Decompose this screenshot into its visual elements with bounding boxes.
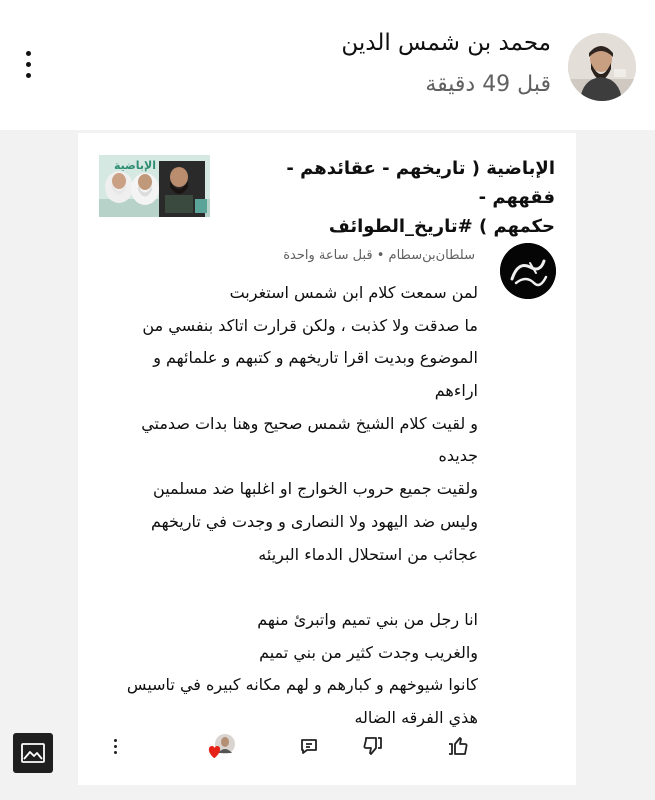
more-options-icon[interactable] bbox=[18, 44, 38, 84]
comment-line: لمن سمعت كلام ابن شمس استغربت bbox=[229, 283, 478, 302]
more-vert-icon[interactable] bbox=[100, 728, 130, 764]
thumb-down-icon[interactable] bbox=[358, 728, 388, 764]
comment-line: هذي الفرقه الضاله bbox=[354, 707, 478, 727]
comment-line: ما صدقت ولا كذبت ، ولكن قرارت اتاكد بنفسي من bbox=[142, 315, 478, 335]
video-thumbnail[interactable] bbox=[99, 155, 210, 217]
video-title-line-1: الإباضية ( تاريخهم - عقائدهم - فقههم - bbox=[286, 158, 555, 208]
comment-author[interactable]: سلطان‌بن‌سطام bbox=[388, 248, 475, 263]
meta-separator: • bbox=[372, 248, 385, 263]
comment-line: ولقيت جميع حروب الخوارج او اغلبها ضد مسلمين bbox=[153, 479, 478, 499]
comment-line: اراءهم bbox=[434, 381, 478, 401]
comment-meta bbox=[283, 248, 475, 263]
author-name[interactable]: محمد بن شمس الدين bbox=[341, 30, 551, 56]
comment-line: عجائب من استحلال الدماء البريئه bbox=[258, 544, 478, 564]
post-time: قبل 49 دقيقة bbox=[425, 72, 551, 97]
comment-line: كانوا شيوخهم و كبارهم و لهم مكانه كبيره في تاسيس bbox=[126, 675, 478, 695]
comment-actions bbox=[0, 728, 655, 768]
video-title-line-2: حكمهم ) #تاريخ_الطوائف bbox=[328, 216, 555, 237]
comment-line: جديده bbox=[438, 446, 478, 466]
reply-comment-icon[interactable] bbox=[294, 728, 324, 764]
comment-line: والغريب وجدت كثير من بني تميم bbox=[259, 642, 478, 662]
post-header bbox=[0, 0, 655, 130]
author-avatar[interactable] bbox=[568, 33, 636, 101]
comment-text bbox=[90, 277, 478, 735]
comment-line: وليس ضد اليهود ولا النصارى و وجدت في تاريخهم bbox=[150, 511, 478, 531]
comment-line: الموضوع وبديت اقرا تاريخهم و كتبهم و علمائهم و bbox=[153, 348, 478, 368]
comment-line: و لقيت كلام الشيخ شمس صحيح وهنا بدات صدمتي bbox=[141, 413, 478, 433]
comment-line bbox=[90, 571, 478, 604]
thumbnail-title: الإباضية bbox=[113, 159, 157, 172]
image-icon[interactable] bbox=[13, 733, 53, 773]
thumb-up-icon[interactable] bbox=[443, 728, 473, 764]
commenter-avatar[interactable] bbox=[500, 243, 556, 299]
comment-time: قبل ساعة واحدة bbox=[283, 248, 373, 263]
creator-heart-icon[interactable] bbox=[205, 728, 239, 764]
comment-line: انا رجل من بني تميم واتبرئ منهم bbox=[257, 609, 478, 629]
video-title[interactable] bbox=[228, 154, 555, 241]
